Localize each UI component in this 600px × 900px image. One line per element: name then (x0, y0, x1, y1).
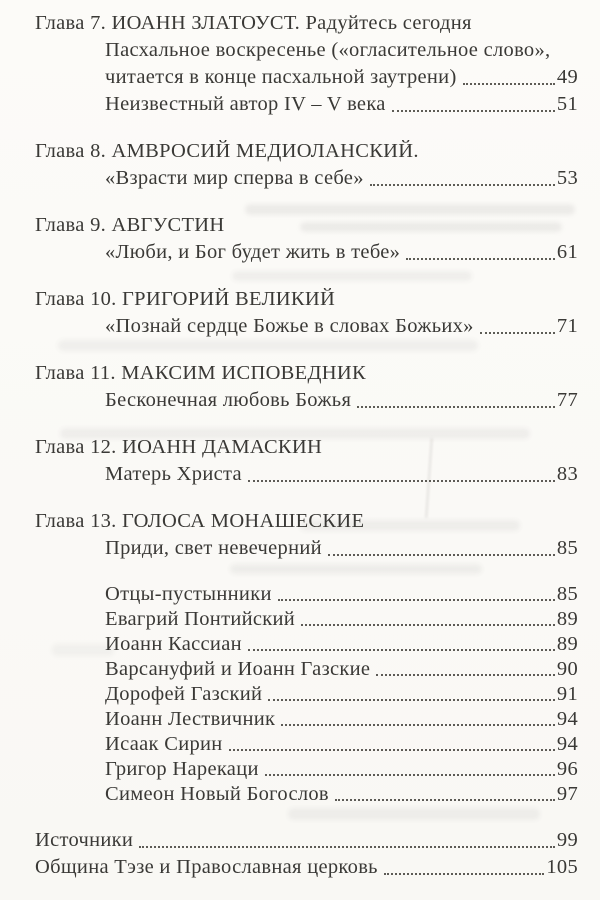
page-number: 49 (556, 66, 578, 88)
toc-line-text: Глава 9. АВГУСТИН (35, 214, 225, 236)
page-number: 94 (556, 733, 578, 755)
toc-line-text: Глава 8. АМВРОСИЙ МЕДИОЛАНСКИЙ. (35, 140, 419, 162)
toc-line (35, 657, 578, 682)
toc-line (35, 212, 578, 239)
toc-line-text: Источники (35, 829, 134, 851)
dot-leader (265, 774, 555, 776)
table-of-contents (35, 10, 578, 881)
toc-line (35, 682, 578, 707)
dot-leader (248, 480, 555, 482)
toc-entry (35, 212, 578, 266)
dot-leader (392, 110, 555, 112)
toc-line-text: Матерь Христа (105, 463, 242, 485)
toc-line (35, 360, 578, 387)
page-number: 105 (546, 856, 578, 878)
toc-line-text: «Взрасти мир сперва в себе» (105, 167, 364, 189)
toc-entry (35, 360, 578, 414)
page-number: 91 (556, 683, 578, 705)
page-number: 85 (556, 537, 578, 559)
page-number: 51 (556, 93, 578, 115)
toc-line-text: «Познай сердце Божье в словах Божьих» (105, 315, 474, 337)
page-number: 89 (556, 633, 578, 655)
toc-line (35, 854, 578, 881)
toc-line-text: Бесконечная любовь Божья (105, 389, 352, 411)
toc-line (35, 757, 578, 782)
toc-line-text: Глава 11. МАКСИМ ИСПОВЕДНИК (35, 362, 366, 384)
toc-line (35, 461, 578, 488)
dot-leader (463, 83, 555, 85)
page-number: 85 (556, 583, 578, 605)
toc-line (35, 10, 578, 37)
toc-line-text: «Люби, и Бог будет жить в тебе» (105, 241, 401, 263)
toc-line-text: Община Тэзе и Православная церковь (35, 856, 378, 878)
toc-line-text: Иоанн Кассиан (105, 633, 242, 655)
toc-entry (35, 582, 578, 807)
toc-line-text: читается в конце пасхальной заутрени) (105, 66, 457, 88)
toc-line-text: Глава 7. ИОАНН ЗЛАТОУСТ. Радуйтесь сегодня (35, 12, 472, 34)
toc-line (35, 434, 578, 461)
dot-leader (406, 258, 555, 260)
toc-line-text: Глава 10. ГРИГОРИЙ ВЕЛИКИЙ (35, 288, 336, 310)
dot-leader (281, 724, 555, 726)
toc-line (35, 782, 578, 807)
toc-line-text: Неизвестный автор IV – V века (105, 93, 386, 115)
page-number: 97 (556, 783, 578, 805)
dot-leader (370, 184, 555, 186)
toc-line-text: Иоанн Лествичник (105, 708, 276, 730)
dot-leader (384, 873, 545, 875)
dot-leader (335, 799, 555, 801)
toc-line (35, 582, 578, 607)
toc-line (35, 387, 578, 414)
toc-line (35, 313, 578, 340)
dot-leader (268, 699, 555, 701)
page-number: 71 (556, 315, 578, 337)
page-number: 94 (556, 708, 578, 730)
dot-leader (357, 406, 555, 408)
page-number: 77 (556, 389, 578, 411)
toc-line (35, 632, 578, 657)
toc-line-text: Дорофей Газский (105, 683, 263, 705)
dot-leader (328, 554, 555, 556)
toc-line-text: Отцы-пустынники (105, 583, 272, 605)
toc-entry (35, 508, 578, 562)
toc-entry (35, 138, 578, 192)
toc-line-text: Глава 13. ГОЛОСА МОНАШЕСКИЕ (35, 510, 365, 532)
toc-line (35, 707, 578, 732)
page-number: 61 (556, 241, 578, 263)
toc-line (35, 286, 578, 313)
toc-line-text: Приди, свет невечерний (105, 537, 322, 559)
toc-entry (35, 827, 578, 881)
toc-line (35, 508, 578, 535)
toc-entry (35, 434, 578, 488)
toc-entry (35, 286, 578, 340)
toc-line (35, 37, 578, 64)
toc-line-text: Симеон Новый Богослов (105, 783, 329, 805)
toc-line-text: Варсануфий и Иоанн Газские (105, 658, 371, 680)
toc-line (35, 64, 578, 91)
toc-entry (35, 10, 578, 118)
page-number: 90 (556, 658, 578, 680)
dot-leader (376, 674, 555, 676)
toc-line (35, 607, 578, 632)
toc-line (35, 239, 578, 266)
toc-line-text: Григор Нарекаци (105, 758, 259, 780)
dot-leader (278, 599, 555, 601)
dot-leader (480, 332, 555, 334)
toc-line (35, 535, 578, 562)
toc-line-text: Исаак Сирин (105, 733, 223, 755)
dot-leader (229, 749, 555, 751)
toc-line (35, 165, 578, 192)
dot-leader (248, 649, 555, 651)
dot-leader (301, 624, 555, 626)
toc-line-text: Евагрий Понтийский (105, 608, 296, 630)
toc-line (35, 732, 578, 757)
toc-line-text: Пасхальное воскресенье («огласительное слово», (105, 39, 551, 61)
page-number: 53 (556, 167, 578, 189)
toc-line (35, 91, 578, 118)
page-number: 99 (556, 829, 578, 851)
page-number: 83 (556, 463, 578, 485)
dot-leader (139, 846, 555, 848)
toc-line (35, 138, 578, 165)
toc-line (35, 827, 578, 854)
toc-line-text: Глава 12. ИОАНН ДАМАСКИН (35, 436, 323, 458)
page-number: 89 (556, 608, 578, 630)
page-number: 96 (556, 758, 578, 780)
